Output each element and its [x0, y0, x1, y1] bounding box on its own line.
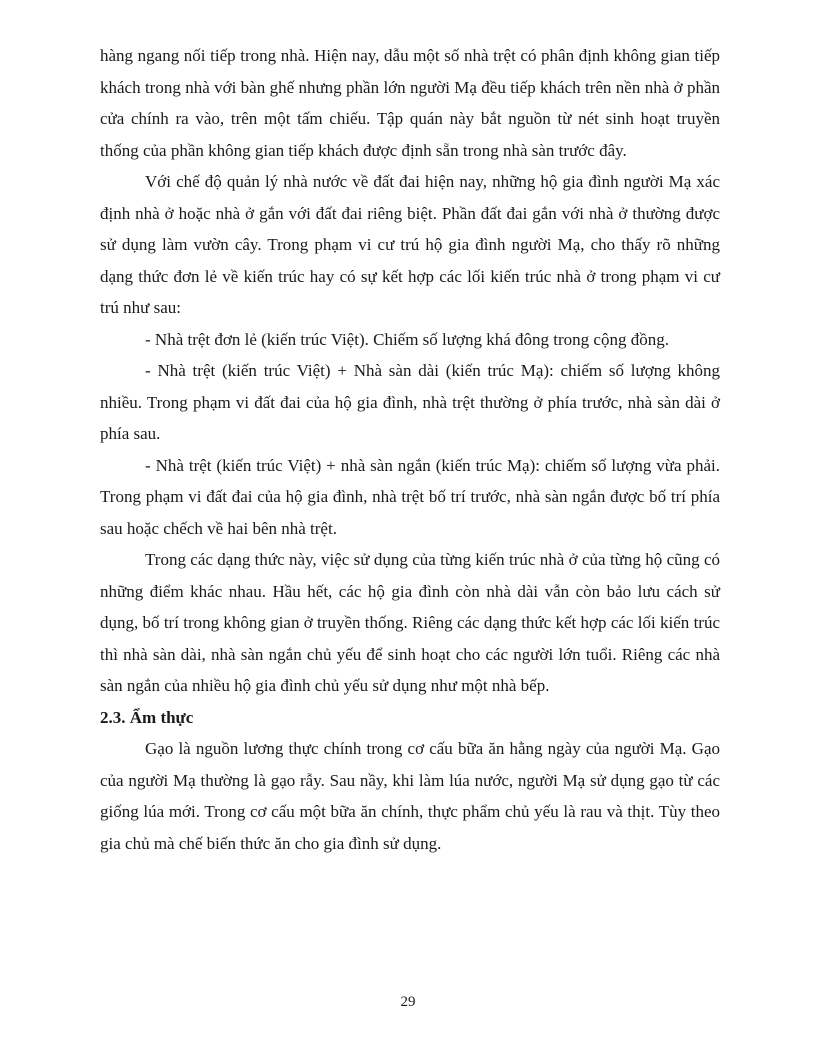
section-heading: 2.3. Ẩm thực [100, 707, 194, 727]
document-page [100, 40, 720, 859]
list-item-long-stilt-house: - Nhà trệt (kiến trúc Việt) + Nhà sàn dài (kiến trúc Mạ): chiếm số lượng không nhiều. Trong phạm vi đất đai của hộ gia đình, nhà trệt thường ở phía trước, nhà sàn dài ở phía sau. [100, 361, 720, 443]
paragraph-rice-cuisine: Gạo là nguồn lương thực chính trong cơ cấu bữa ăn hằng ngày của người Mạ. Gạo của người Mạ thường là gạo rẫy. Sau nầy, khi làm lúa nước, người Mạ sử dụng gạo từ các giống lúa mới. Trong cơ cấu một bữa ăn chính, thực phẩm chủ yếu là rau và thịt. Tùy theo gia chủ mà chế biến thức ăn cho gia đình sử dụng. [100, 739, 720, 853]
paragraph-reception-space: hàng ngang nối tiếp trong nhà. Hiện nay, dẫu một số nhà trệt có phân định không gian tiếp khách trong nhà với bàn ghế nhưng phần lớn người Mạ đều tiếp khách trên nền nhà ở phần cửa chính ra vào, trên một tấm chiếu. Tập quán này bắt nguồn từ nét sinh hoạt truyền thống của phần không gian tiếp khách được định sẵn trong nhà sàn trước đây. [100, 46, 720, 160]
paragraph-land-management: Với chế độ quản lý nhà nước về đất đai hiện nay, những hộ gia đình người Mạ xác định nhà ở hoặc nhà ở gắn với đất đai riêng biệt. Phần đất đai gắn với nhà ở thường được sử dụng làm vườn cây. Trong phạm vi cư trú hộ gia đình người Mạ, cho thấy rõ những dạng thức đơn lẻ về kiến trúc hay có sự kết hợp các lối kiến trúc nhà ở trong phạm vi cư trú như sau: [100, 172, 720, 317]
list-item-short-stilt-house: - Nhà trệt (kiến trúc Việt) + nhà sàn ngắn (kiến trúc Mạ): chiếm số lượng vừa phải. Trong phạm vi đất đai của hộ gia đình, nhà trệt bố trí trước, nhà sàn ngắn được bố trí phía sau hoặc chếch về hai bên nhà trệt. [100, 455, 720, 538]
page-number: 29 [400, 994, 416, 1010]
paragraph-usage-differences: Trong các dạng thức này, việc sử dụng của từng kiến trúc nhà ở của từng hộ cũng có những điểm khác nhau. Hầu hết, các hộ gia đình còn nhà dài vẫn còn bảo lưu cách sử dụng, bố trí trong không gian ở truyền thống. Riêng các dạng thức kết hợp các lối kiến trúc thì nhà sàn dài, nhà sàn ngắn chủ yếu để sinh hoạt cho các người lớn tuổi. Riêng các nhà sàn ngắn của nhiều hộ gia đình chủ yếu sử dụng như một nhà bếp. [100, 550, 720, 695]
list-item-single-house: - Nhà trệt đơn lẻ (kiến trúc Việt). Chiếm số lượng khá đông trong cộng đồng. [145, 329, 669, 349]
